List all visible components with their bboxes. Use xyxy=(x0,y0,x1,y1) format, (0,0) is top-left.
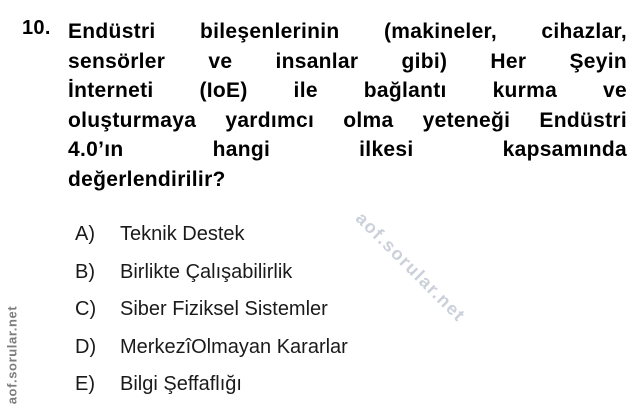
option-d-text: MerkezîOlmayan Kararlar xyxy=(120,335,348,358)
option-e-letter: E) xyxy=(75,373,95,396)
question-line-3: İnterneti (IoE) ile bağlantı kurma ve xyxy=(68,79,627,102)
question-line-4: oluşturmaya yardımcı olma yeteneği Endüstri xyxy=(68,108,627,132)
option-d[interactable] xyxy=(75,329,348,367)
option-b-letter: B) xyxy=(75,260,95,283)
question-number: 10. xyxy=(22,17,51,39)
watermark-left-vertical: aof.sorular.net xyxy=(4,305,20,405)
watermark-diagonal: aof.sorular.net xyxy=(351,208,470,326)
question-text xyxy=(68,17,627,194)
option-c-text: Siber Fiziksel Sistemler xyxy=(120,298,328,321)
option-b-text: Birlikte Çalışabilirlik xyxy=(120,260,293,283)
option-e-text: Bilgi Şeffaflığı xyxy=(120,373,242,396)
question-line-5: 4.0’ın hangi ilkesi kapsamında xyxy=(68,138,627,161)
question-line-6: değerlendirilir? xyxy=(68,167,226,191)
option-a-text: Teknik Destek xyxy=(120,223,245,246)
option-e[interactable] xyxy=(75,366,348,404)
option-d-letter: D) xyxy=(75,335,97,358)
option-c[interactable] xyxy=(75,291,348,329)
question-line-2: sensörler ve insanlar gibi) Her Şeyin xyxy=(68,49,627,73)
option-b[interactable] xyxy=(75,254,348,292)
option-a-letter: A) xyxy=(75,223,95,246)
options-list xyxy=(75,216,348,404)
option-a[interactable] xyxy=(75,216,348,254)
question-block xyxy=(22,17,627,194)
option-c-letter: C) xyxy=(75,298,97,321)
question-line-1: Endüstri bileşenlerinin (makineler, cihazlar, xyxy=(68,20,627,43)
